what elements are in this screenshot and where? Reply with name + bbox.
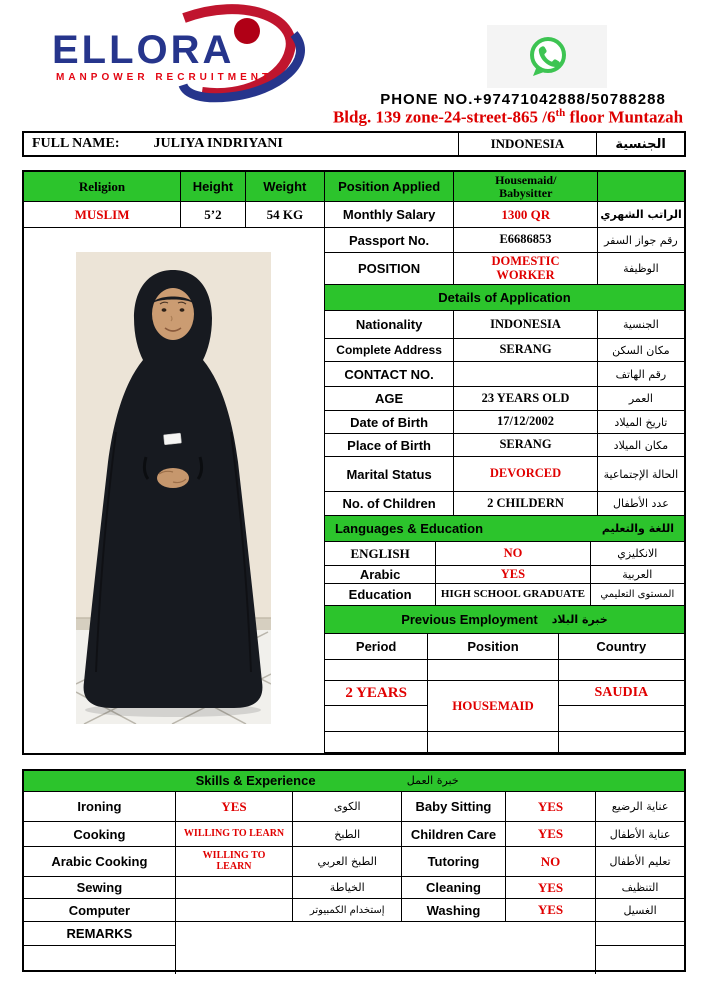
age-label: AGE: [325, 387, 454, 410]
phone-number: PHONE NO.+97471042888/50788288: [380, 91, 666, 108]
contact-value: [454, 362, 598, 386]
pob-arabic: مكان الميلاد: [613, 438, 669, 452]
sewing-label: Sewing: [24, 877, 176, 898]
address-ordinal: th: [555, 107, 566, 119]
country-column: [559, 660, 684, 753]
empty-cell: [428, 732, 557, 753]
english-arabic: الانكليزي: [617, 547, 658, 560]
ironing-value: YES: [176, 792, 293, 821]
childrencare-label: Children Care: [402, 822, 506, 846]
position-value: [454, 253, 598, 284]
skills-row-arabic-cooking: [24, 847, 684, 877]
remarks-content: [176, 922, 595, 974]
age-row: [325, 387, 684, 411]
employment-header-row: [325, 634, 684, 660]
arabic-value: YES: [436, 566, 590, 583]
address-row: [325, 339, 684, 362]
dob-label: Date of Birth: [325, 411, 454, 433]
computer-label: Computer: [24, 899, 176, 921]
passport-label: Passport No.: [325, 228, 454, 252]
washing-label: Washing: [402, 899, 506, 921]
nationality-top-arabic: الجنسية: [596, 133, 684, 155]
top-values-row: [24, 202, 684, 228]
top-header-row: [24, 172, 684, 202]
childrencare-arabic: عناية الأطفال: [609, 827, 671, 841]
position-line1: Housemaid/: [495, 172, 557, 187]
details-section-header: [325, 285, 684, 311]
details-panel: [325, 228, 684, 753]
children-label: No. of Children: [325, 492, 454, 515]
employment-title: Previous Employment: [401, 612, 538, 627]
cleaning-label: Cleaning: [402, 877, 506, 898]
marital-arabic: الحالة الإجتماعية: [603, 467, 679, 481]
address-label: Complete Address: [325, 339, 454, 361]
height-header: Height: [181, 172, 246, 201]
babysitting-label: Baby Sitting: [402, 792, 506, 821]
period-column: [325, 660, 428, 753]
arabic-label: Arabic: [325, 566, 436, 583]
period-header: Period: [325, 634, 428, 659]
dob-row: [325, 411, 684, 434]
top-header-empty: [598, 172, 684, 201]
empty-cell: [325, 732, 427, 753]
full-name-label: FULL NAME:: [32, 136, 120, 151]
religion-value: MUSLIM: [24, 202, 181, 227]
languages-title-arabic: اللغة والتعليم: [601, 522, 674, 535]
weight-value: 54 KG: [246, 202, 325, 227]
ellora-logo: [36, 4, 316, 104]
dob-arabic: تاريخ الميلاد: [614, 415, 668, 429]
country-header: Country: [596, 639, 647, 654]
address-part: floor Muntazah: [565, 107, 684, 127]
languages-section-header: [325, 516, 684, 542]
remarks-section: [24, 922, 684, 974]
applicant-photo: [76, 252, 271, 724]
period-value: 2 YEARS: [325, 681, 427, 706]
religion-header: Religion: [24, 172, 181, 201]
empty-cell: [428, 660, 557, 681]
marital-row: [325, 457, 684, 492]
computer-value: [176, 899, 293, 921]
address-part: Bldg. 139 zone-24-street-865 /6: [332, 107, 556, 127]
nationality-row: [325, 311, 684, 339]
nationality-value: INDONESIA: [454, 311, 598, 338]
english-row: [325, 542, 684, 566]
babysitting-arabic: عناية الرضيع: [611, 800, 669, 813]
cleaning-value: YES: [506, 877, 596, 898]
position-applied-header: Position Applied: [325, 172, 454, 201]
monthly-salary-arabic: الراتب الشهري: [600, 208, 682, 221]
country-value: SAUDIA: [559, 681, 684, 706]
sewing-value: [176, 877, 293, 898]
employment-body: [325, 660, 684, 753]
position-column: [428, 660, 558, 753]
position-header: Position: [428, 634, 558, 659]
cooking-value: WILLING TO LEARN: [176, 822, 293, 846]
position-line: [495, 174, 556, 199]
age-arabic: العمر: [628, 392, 653, 405]
contact-label: CONTACT NO.: [325, 362, 454, 386]
remarks-content-cell: [176, 922, 596, 974]
passport-row: [325, 228, 684, 253]
tutoring-value: NO: [506, 847, 596, 876]
skills-row-ironing: [24, 792, 684, 822]
employment-position-value: HOUSEMAID: [428, 681, 557, 732]
dob-value: 17/12/2002: [454, 411, 598, 433]
babysitting-value: YES: [506, 792, 596, 821]
children-value: 2 CHILDERN: [454, 492, 598, 515]
main-table: [22, 170, 686, 755]
empty-cell: [559, 660, 684, 681]
languages-title: Languages & Education: [334, 521, 484, 536]
skills-title-arabic: خبرة العمل: [406, 774, 459, 787]
position-applied-value: [454, 172, 598, 201]
skills-title: Skills & Experience: [195, 773, 316, 788]
empty-cell: [325, 660, 427, 681]
english-label: ENGLISH: [325, 542, 436, 565]
details-title: Details of Application: [438, 290, 571, 305]
education-arabic: المستوى التعليمي: [600, 589, 675, 600]
cooking-arabic: الطبخ: [293, 822, 402, 846]
tutoring-label: Tutoring: [402, 847, 506, 876]
full-name-row: [22, 131, 686, 157]
arabic-row: [325, 566, 684, 584]
contact-row: [325, 362, 684, 387]
english-value: NO: [436, 542, 590, 565]
pob-label: Place of Birth: [325, 434, 454, 456]
cooking-label: Cooking: [24, 822, 176, 846]
brand-name: ELLORA: [52, 28, 235, 72]
passport-value: E6686853: [454, 228, 598, 252]
nationality-label: Nationality: [325, 311, 454, 338]
cleaning-arabic: التنظيف: [621, 881, 659, 894]
monthly-salary-value: 1300 QR: [454, 202, 598, 227]
ironing-label: Ironing: [24, 792, 176, 821]
brand-tagline: MANPOWER RECRUITMENT: [56, 72, 273, 83]
position-label: POSITION: [325, 253, 454, 284]
empty-cell: [24, 946, 175, 974]
remarks-left-column: [24, 922, 176, 974]
arabiccooking-label: Arabic Cooking: [24, 847, 176, 876]
position-row: [325, 253, 684, 285]
education-value: HIGH SCHOOL GRADUATE: [436, 584, 590, 605]
skills-row-sewing: [24, 877, 684, 899]
weight-header: Weight: [246, 172, 325, 201]
education-label: Education: [325, 584, 436, 605]
empty-cell: [596, 922, 684, 946]
employment-title-arabic: خبرة البلاد: [551, 613, 608, 626]
age-value: 23 YEARS OLD: [454, 387, 598, 410]
empty-cell: [559, 732, 684, 753]
nationality-top: INDONESIA: [458, 133, 597, 155]
washing-value: YES: [506, 899, 596, 921]
contact-arabic: رقم الهاتف: [615, 367, 667, 381]
height-value: 5’2: [181, 202, 246, 227]
pob-row: [325, 434, 684, 457]
skills-section-header: [24, 771, 684, 792]
childrencare-value: YES: [506, 822, 596, 846]
children-row: [325, 492, 684, 516]
washing-arabic: الغسيل: [623, 903, 657, 917]
skills-row-cooking: [24, 822, 684, 847]
whatsapp-box: [487, 25, 607, 88]
pob-value: SERANG: [454, 434, 598, 456]
arabiccooking-value: [176, 847, 293, 876]
arabiccooking-value-text: WILLING TO LEARN: [202, 850, 266, 872]
photo-cell: [24, 228, 325, 753]
ironing-arabic: الكوى: [293, 792, 402, 821]
arabiccooking-arabic: الطبخ العربي: [293, 847, 402, 876]
tutoring-arabic: تعليم الأطفال: [609, 855, 671, 868]
remarks-label: REMARKS: [24, 922, 175, 946]
full-name-cell: [24, 133, 458, 155]
arabic-arabic: العربية: [622, 568, 653, 581]
position-line2: Babysitter: [499, 185, 553, 200]
passport-arabic: رقم جواز السفر: [604, 233, 678, 247]
address-arabic: مكان السكن: [612, 343, 670, 357]
marital-label: Marital Status: [325, 457, 454, 491]
marital-value: DEVORCED: [454, 457, 598, 491]
nationality-arabic: الجنسية: [622, 318, 659, 331]
address-value: SERANG: [454, 339, 598, 361]
position-value-text: DOMESTIC WORKER: [491, 253, 560, 282]
whatsapp-icon: [523, 33, 571, 81]
position-arabic: الوظيفة: [623, 262, 659, 275]
skills-table: [22, 769, 686, 972]
monthly-salary-label: Monthly Salary: [325, 202, 454, 227]
full-name-value: JULIYA INDRIYANI: [153, 136, 283, 151]
children-arabic: عدد الأطفال: [613, 497, 669, 510]
empty-cell: [325, 706, 427, 732]
empty-cell: [596, 946, 684, 974]
computer-arabic: إستخدام الكمبيوتر: [293, 899, 402, 921]
education-row: [325, 584, 684, 606]
empty-cell: [559, 706, 684, 732]
office-address: [310, 107, 706, 128]
employment-section-header: [325, 606, 684, 634]
sewing-arabic: الخياطة: [293, 877, 402, 898]
skills-row-computer: [24, 899, 684, 922]
table-body: [24, 228, 684, 753]
remarks-right-column: [596, 922, 684, 974]
